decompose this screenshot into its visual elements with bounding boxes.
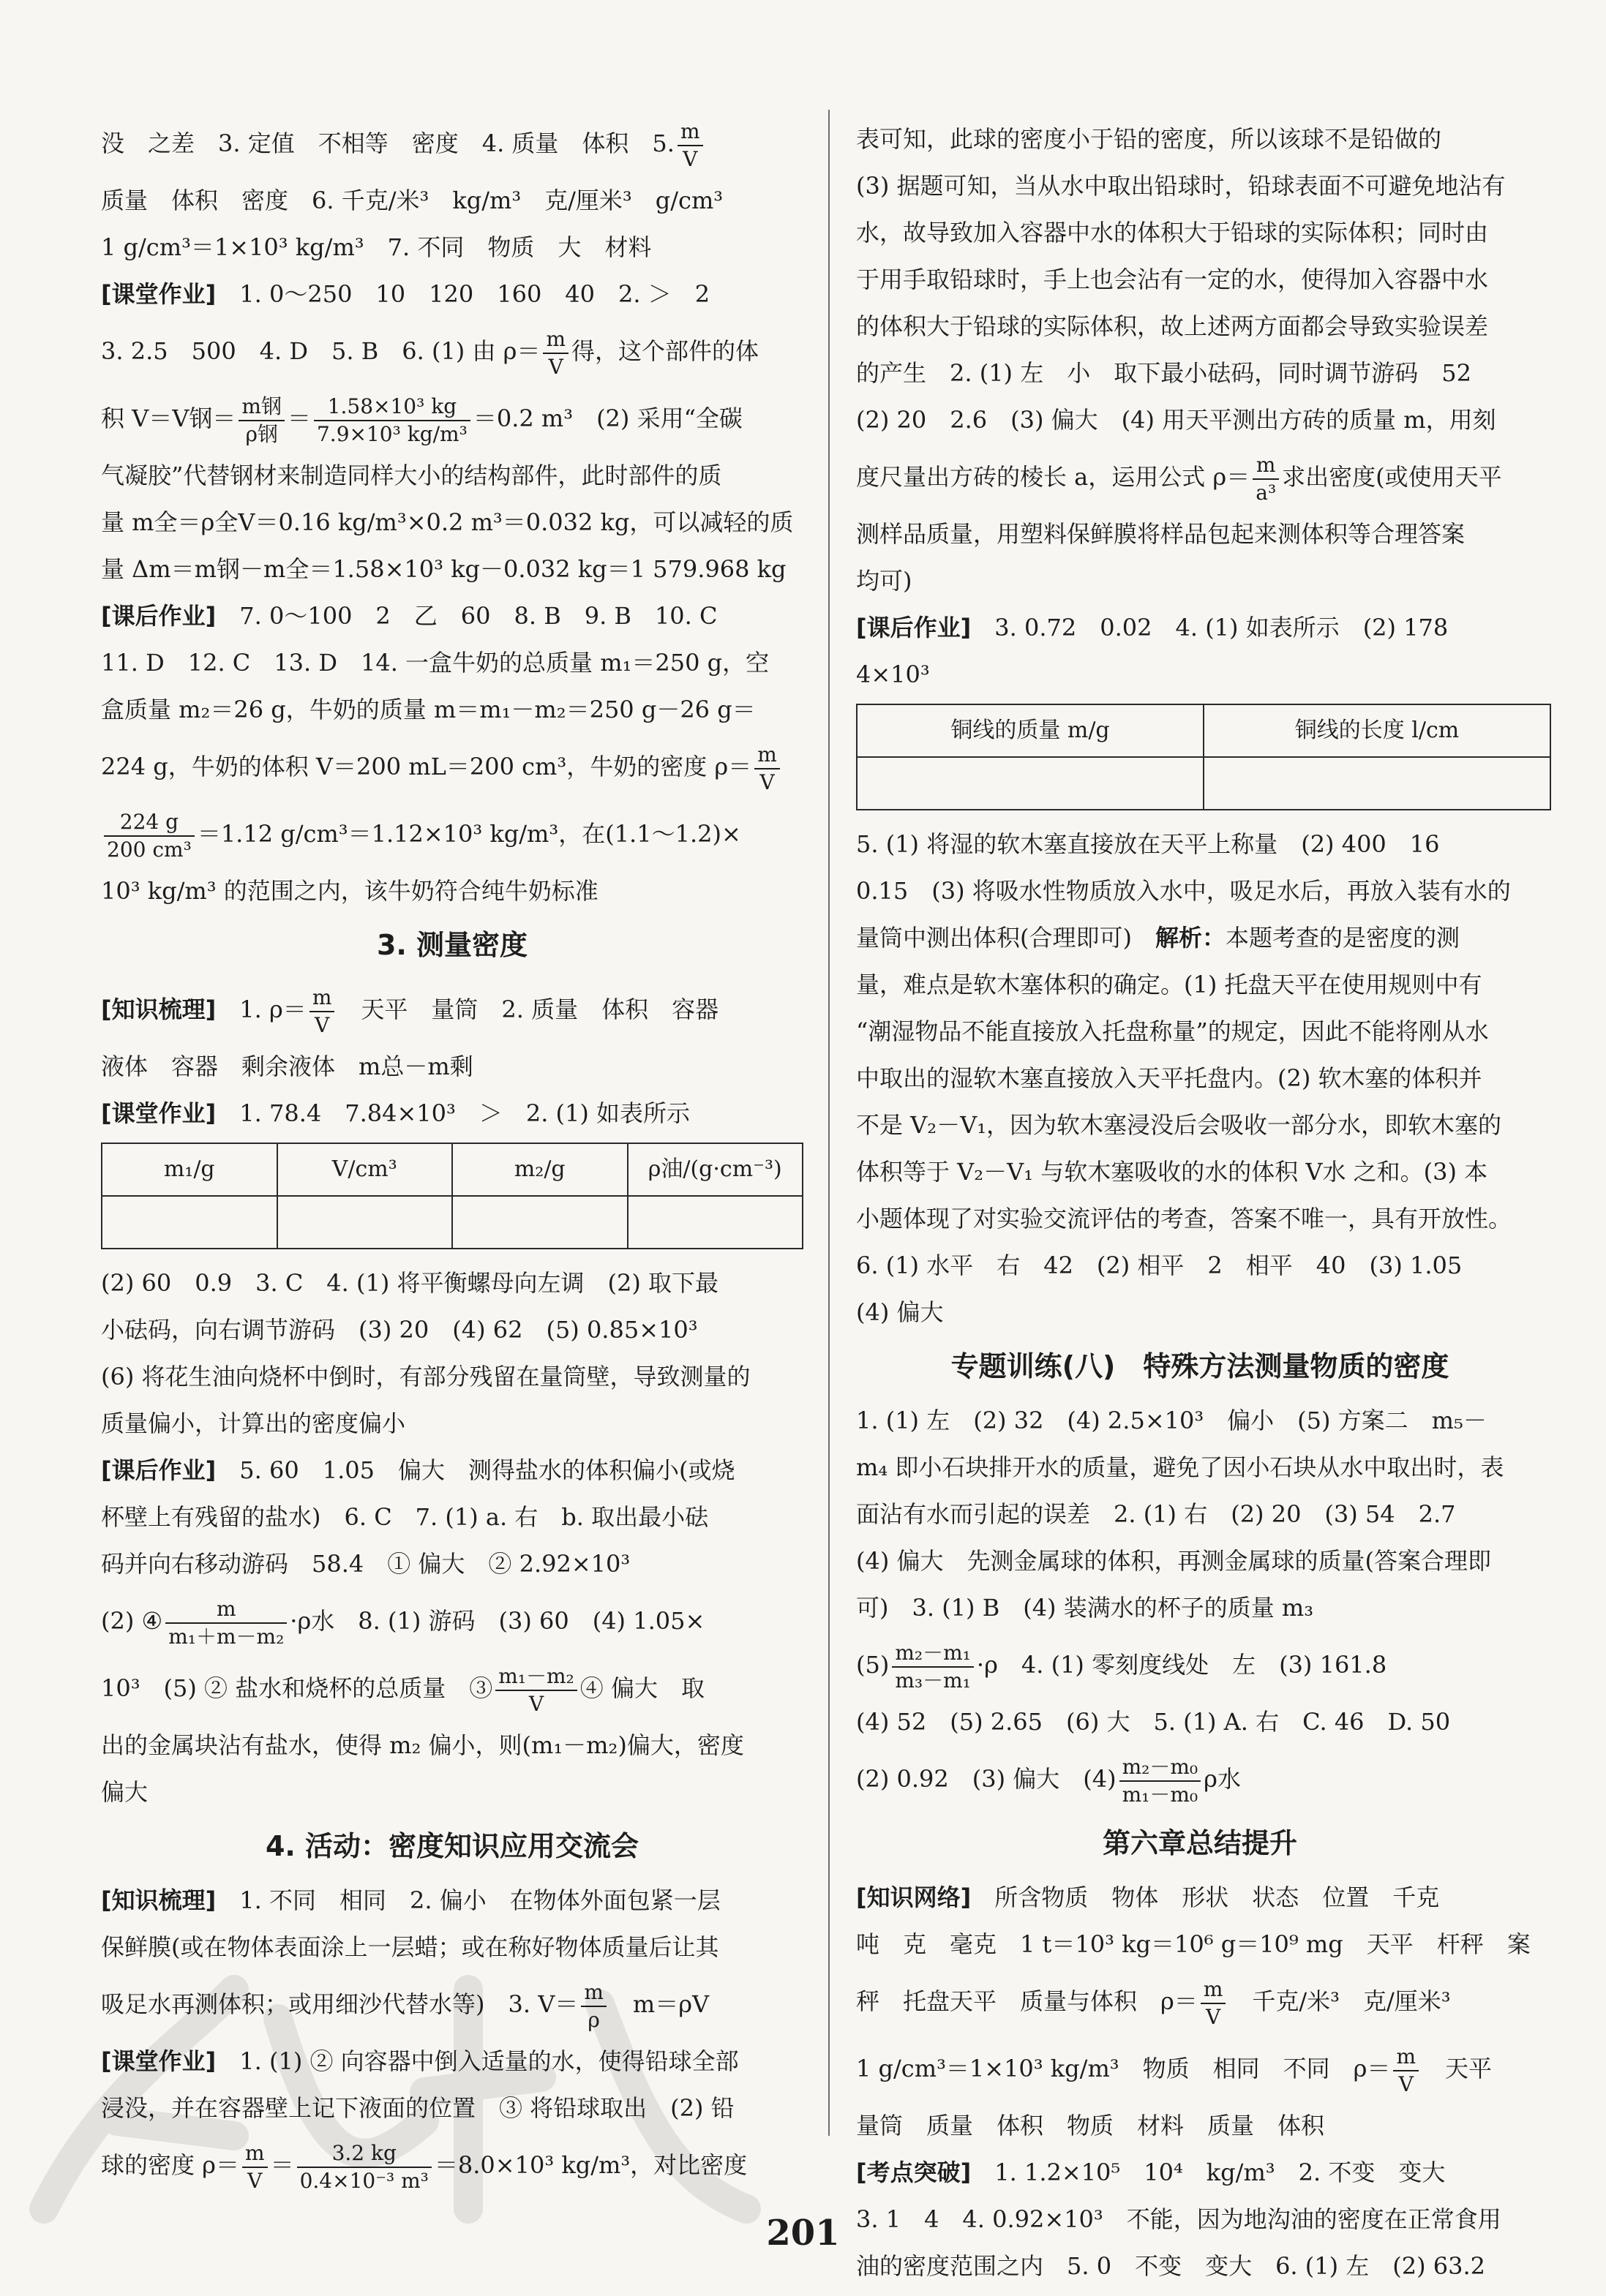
section-tag: [知识网络]: [856, 1883, 972, 1911]
text-line: (6) 将花生油向烧杯中倒时，有部分残留在量筒壁，导致测量的: [101, 1363, 751, 1390]
text-line: 气凝胶”代替钢材来制造同样大小的结构部件，此时部件的质: [101, 462, 722, 489]
text-line: 面沾有水而引起的误差 2. (1) 右 (2) 20 (3) 54 2.7: [856, 1500, 1456, 1528]
text-line: 码并向右移动游码 58.4 ① 偏大 ② 2.92×10³: [101, 1550, 631, 1578]
fraction: $\frac{m}{V}$: [678, 118, 703, 173]
data-table: [101, 1143, 803, 1249]
text-line: (3) 据题可知，当从水中取出铅球时，铅球表面不可避免地沾有: [856, 172, 1506, 200]
fraction: $\frac{224 g}{\text{200 cm³}}$: [104, 809, 195, 863]
page-number: 201: [766, 2213, 840, 2254]
text-line: 体积等于 V₂－V₁ 与软木塞吸收的水的体积 V水 之和。(3) 本: [856, 1158, 1488, 1186]
text-line: [知识梳理] 1. 不同 相同 2. 偏小 在物体外面包紧一层: [101, 1886, 721, 1914]
fraction: $\frac{m}{V}$: [754, 742, 780, 796]
text-line: 质量 体积 密度 6. 千克/米³ kg/m³ 克/厘米³ g/cm³: [101, 187, 724, 214]
table-header-row: [857, 704, 1550, 757]
text-line: 质量偏小，计算出的密度偏小: [101, 1409, 406, 1437]
table-row: [102, 1196, 803, 1249]
text-line: 秤 托盘天平 质量与体积 ρ＝ $\frac{m}{V}$ 千克/米³ 克/厘米³: [856, 1976, 1451, 2029]
text-line: 表可知，此球的密度小于铅的密度，所以该球不是铅做的: [856, 125, 1442, 153]
table-header-cell: 铜线的质量 m/g: [857, 704, 1204, 757]
fraction: $\frac{\text{m₂－m₀}}{\text{m₁－m₀}}$: [1119, 1754, 1201, 1808]
text-line: 浸没，并在容器壁上记下液面的位置 ③ 将铅球取出 (2) 铅: [101, 2094, 735, 2122]
table-header-row: [102, 1143, 803, 1196]
section-tag: [课堂作业]: [101, 2047, 217, 2075]
fraction: $\frac{\text{m钢}}{\text{ρ钢}}$: [239, 394, 285, 448]
text-line: “潮湿物品不能直接放入托盘称量”的规定，因此不能将刚从水: [856, 1017, 1489, 1045]
text-line: (5) $\frac{\text{m₂－m₁}}{\text{m₃－m₁}}$ ·ρ 4. (1) 零刻度线处 左 (3) 161.8: [856, 1640, 1387, 1693]
text-line: [课后作业] 7. 0～100 2 乙 60 8. B 9. B 10. C: [101, 602, 718, 630]
left-column: [101, 110, 803, 2199]
data-table: [856, 704, 1551, 810]
text-line: 224 g，牛奶的体积 V＝200 mL＝200 cm³，牛奶的密度 ρ＝ $\frac{m}{V}$: [101, 733, 803, 800]
text-line: 11. D 12. C 13. D 14. 一盒牛奶的总质量 m₁＝250 g，空: [101, 649, 770, 677]
text-line: 没 之差 3. 定值 不相等 密度 4. 质量 体积 5. $\frac{m}{V}$: [101, 110, 803, 177]
text-line: 球的密度 ρ＝ $\frac{m}{V}$ ＝ $\frac{3.2 kg}{\text{0.4×10⁻³ m³}}$ ＝8.0×10³ kg/m³，对比密度: [101, 2140, 748, 2193]
fraction: $\frac{3.2 kg}{\text{0.4×10⁻³ m³}}$: [297, 2140, 432, 2194]
table-header-cell: 铜线的长度 l/cm: [1204, 704, 1550, 757]
right-column: [856, 116, 1544, 2289]
table-row: [857, 757, 1550, 810]
table-cell: [857, 757, 1204, 810]
text-line: 1 g/cm³＝1×10³ kg/m³ 物质 相同 不同 ρ＝ $\frac{m}{V}$ 天平: [856, 2044, 1493, 2096]
text-line: 量 m全＝ρ全V＝0.16 kg/m³×0.2 m³＝0.032 kg，可以减轻的质: [101, 508, 794, 536]
text-line: (4) 偏大: [856, 1298, 944, 1326]
text-line: [课堂作业] 1. (1) ② 向容器中倒入适量的水，使得铅球全部: [101, 2047, 739, 2075]
text-line: 量，难点是软木塞体积的确定。(1) 托盘天平在使用规则中有: [856, 971, 1482, 998]
text-line: [课后作业] 5. 60 1.05 偏大 测得盐水的体积偏小(或烧: [101, 1456, 735, 1484]
text-line: [课堂作业] 1. 0～250 10 120 160 40 2. ＞ 2: [101, 280, 710, 308]
text-line: 出的金属块沾有盐水，使得 m₂ 偏小，则(m₁－m₂)偏大，密度: [101, 1731, 744, 1759]
text-line: [课后作业] 3. 0.72 0.02 4. (1) 如表所示 (2) 178: [856, 614, 1449, 641]
text-line: (2) 20 2.6 (3) 偏大 (4) 用天平测出方砖的质量 m，用刻: [856, 406, 1496, 434]
section-title: 第六章总结提升: [1102, 1827, 1297, 1859]
table-cell: [102, 1196, 277, 1249]
text-line: 4×10³: [856, 660, 930, 688]
text-line: (2) 60 0.9 3. C 4. (1) 将平衡螺母向左调 (2) 取下最: [101, 1269, 719, 1297]
section-title: 专题训练(八) 特殊方法测量物质的密度: [950, 1350, 1449, 1382]
column-divider: [828, 110, 830, 2136]
text-line: [考点突破] 1. 1.2×10⁵ 10⁴ kg/m³ 2. 不变 变大: [856, 2158, 1446, 2186]
text-line: 均可): [856, 567, 912, 595]
text-line: 可) 3. (1) B (4) 装满水的杯子的质量 m₃: [856, 1594, 1314, 1622]
fraction: $\frac{m}{V}$: [1393, 2044, 1419, 2098]
section-tag: [课堂作业]: [101, 280, 217, 308]
text-line: 1 g/cm³＝1×10³ kg/m³ 7. 不同 物质 大 材料: [101, 233, 652, 261]
section-tag: [知识梳理]: [101, 1886, 217, 1914]
text-line: 的产生 2. (1) 左 小 取下最小砝码，同时调节游码 52: [856, 359, 1471, 387]
text-line: 0.15 (3) 将吸水性物质放入水中，吸足水后，再放入装有水的: [856, 877, 1511, 905]
text-line: 小题体现了对实验交流评估的考查，答案不唯一，具有开放性。: [856, 1205, 1512, 1232]
table-cell: [628, 1196, 803, 1249]
text-line: 6. (1) 水平 右 42 (2) 相平 2 相平 40 (3) 1.05: [856, 1251, 1463, 1279]
text-line: (4) 偏大 先测金属球的体积，再测金属球的质量(答案合理即: [856, 1547, 1491, 1575]
text-line: 5. (1) 将湿的软木塞直接放在天平上称量 (2) 400 16: [856, 830, 1440, 858]
text-line: 保鲜膜(或在物体表面涂上一层蜡；或在称好物体质量后让其: [101, 1933, 719, 1961]
text-line: (2) 0.92 (3) 偏大 (4) $\frac{\text{m₂－m₀}}{\text{m₁－m₀}}$ ρ水: [856, 1754, 1241, 1807]
fraction: $\frac{m}{V}$: [543, 326, 569, 380]
section-tag: [考点突破]: [856, 2158, 972, 2186]
text-line: 偏大: [101, 1778, 149, 1806]
fraction: $\frac{\text{1.58×10³ kg}}{\text{7.9×10³ kg/m³}}$: [314, 394, 470, 448]
text-line: 油的密度范围之内 5. 0 不变 变大 6. (1) 左 (2) 63.2: [856, 2252, 1486, 2280]
text-line: 吸足水再测体积；或用细沙代替水等) 3. V＝ $\frac{m}{\rho}$ m＝ρV: [101, 1979, 710, 2032]
text-line: 10³ (5) ② 盐水和烧杯的总质量 ③ $\frac{\text{m₁－m₂}}{V}$ ④ 偏大 取: [101, 1663, 705, 1716]
text-line: 1. (1) 左 (2) 32 (4) 2.5×10³ 偏小 (5) 方案二 m₅－: [856, 1407, 1487, 1434]
text-line: 量筒中测出体积(合理即可) 解析：本题考查的是密度的测: [856, 924, 1460, 952]
text-line: $\frac{224 g}{\text{200 cm³}}$ ＝1.12 g/cm³＝1.12×10³ kg/m³，在(1.1～1.2)×: [101, 800, 803, 867]
section-tag: [课后作业]: [856, 614, 972, 641]
table-header-cell: m₁/g: [102, 1143, 277, 1196]
table-cell: [452, 1196, 628, 1249]
fraction: $\frac{m}{V}$: [1201, 1976, 1226, 2030]
section-tag: [课后作业]: [101, 1456, 217, 1484]
text-line: 量 Δm＝m钢－m全＝1.58×10³ kg－0.032 kg＝1 579.968 kg: [101, 555, 787, 583]
fraction: $\frac{m}{\rho}$: [581, 1979, 607, 2033]
fraction: $\frac{m}{V}$: [309, 985, 335, 1039]
text-line: [知识梳理] 1. ρ＝ $\frac{m}{V}$ 天平 量筒 2. 质量 体积 容器: [101, 985, 719, 1037]
fraction: $\frac{m}{V}$: [242, 2140, 268, 2194]
text-line: 的体积大于铅球的实际体积，故上述两方面都会导致实验误差: [856, 312, 1489, 340]
table-cell: [1204, 757, 1550, 810]
text-line: 于用手取铅球时，手上也会沾有一定的水，使得加入容器中水: [856, 266, 1489, 293]
section-tag: [课后作业]: [101, 602, 217, 630]
text-line: 3. 1 4 4. 0.92×10³ 不能，因为地沟油的密度在正常食用: [856, 2205, 1501, 2233]
table-header-cell: m₂/g: [452, 1143, 628, 1196]
text-line: 小砝码，向右调节游码 (3) 20 (4) 62 (5) 0.85×10³: [101, 1316, 698, 1344]
section-tag: [课堂作业]: [101, 1099, 217, 1127]
text-line: (2) ④ $\frac{m}{\text{m₁＋m－m₂}}$ ·ρ水 8. (1) 游码 (3) 60 (4) 1.05×: [101, 1596, 705, 1649]
text-line: 盒质量 m₂＝26 g，牛奶的质量 m＝m₁－m₂＝250 g－26 g＝: [101, 696, 756, 723]
text-line: [知识网络] 所含物质 物体 形状 状态 位置 千克: [856, 1883, 1440, 1911]
section-tag: [知识梳理]: [101, 995, 217, 1023]
text-line: 积 V＝V钢＝ $\frac{\text{m钢}}{\text{ρ钢}}$ ＝ $\frac{\text{1.58×10³ kg}}{\text{7.9×10³ kg/m³}}$ ＝0.2 m³ (2) 采用“全碳: [101, 394, 743, 446]
text-line: 3. 2.5 500 4. D 5. B 6. (1) 由 ρ＝ $\frac{m}{V}$ 得，这个部件的体: [101, 326, 759, 379]
text-line: 不是 V₂－V₁，因为软木塞浸没后会吸收一部分水，即软木塞的: [856, 1111, 1502, 1139]
fraction: $\frac{m}{\text{m₁＋m－m₂}}$: [165, 1596, 287, 1650]
text-line: 杯壁上有残留的盐水) 6. C 7. (1) a. 右 b. 取出最小砝: [101, 1503, 709, 1531]
text-line: 10³ kg/m³ 的范围之内，该牛奶符合纯牛奶标准: [101, 877, 599, 905]
text-line: m₄ 即小石块排开水的质量，避免了因小石块从水中取出时，表: [856, 1453, 1504, 1481]
text-line: [课堂作业] 1. 78.4 7.84×10³ ＞ 2. (1) 如表所示: [101, 1099, 691, 1127]
section-title: 4. 活动：密度知识应用交流会: [265, 1830, 639, 1862]
text-line: 度尺量出方砖的棱长 a，运用公式 ρ＝ $\frac{m}{\text{a³}}$ 求出密度(或使用天平: [856, 452, 1502, 505]
fraction: $\frac{\text{m₂－m₁}}{\text{m₃－m₁}}$: [892, 1640, 974, 1694]
analysis-label: 解析：: [1155, 924, 1226, 952]
text-line: 测样品质量，用塑料保鲜膜将样品包起来测体积等合理答案: [856, 520, 1466, 548]
section-title: 3. 测量密度: [376, 929, 528, 961]
text-line: 水，故导致加入容器中水的体积大于铅球的实际体积；同时由: [856, 219, 1489, 246]
text-line: (4) 52 (5) 2.65 (6) 大 5. (1) A. 右 C. 46 D. 50: [856, 1708, 1451, 1736]
table-header-cell: V/cm³: [277, 1143, 453, 1196]
fraction: $\frac{m}{\text{a³}}$: [1253, 452, 1279, 506]
text-line: 吨 克 毫克 1 t＝10³ kg＝10⁶ g＝10⁹ mg 天平 杆秤 案: [856, 1930, 1531, 1958]
table-cell: [277, 1196, 453, 1249]
fraction: $\frac{\text{m₁－m₂}}{V}$: [495, 1663, 577, 1717]
table-header-cell: ρ油/(g·cm⁻³): [628, 1143, 803, 1196]
text-line: 量筒 质量 体积 物质 材料 质量 体积: [856, 2112, 1325, 2139]
text-line: 中取出的湿软木塞直接放入天平托盘内。(2) 软木塞的体积并: [856, 1064, 1482, 1092]
text-line: 液体 容器 剩余液体 m总－m剩: [101, 1053, 473, 1080]
